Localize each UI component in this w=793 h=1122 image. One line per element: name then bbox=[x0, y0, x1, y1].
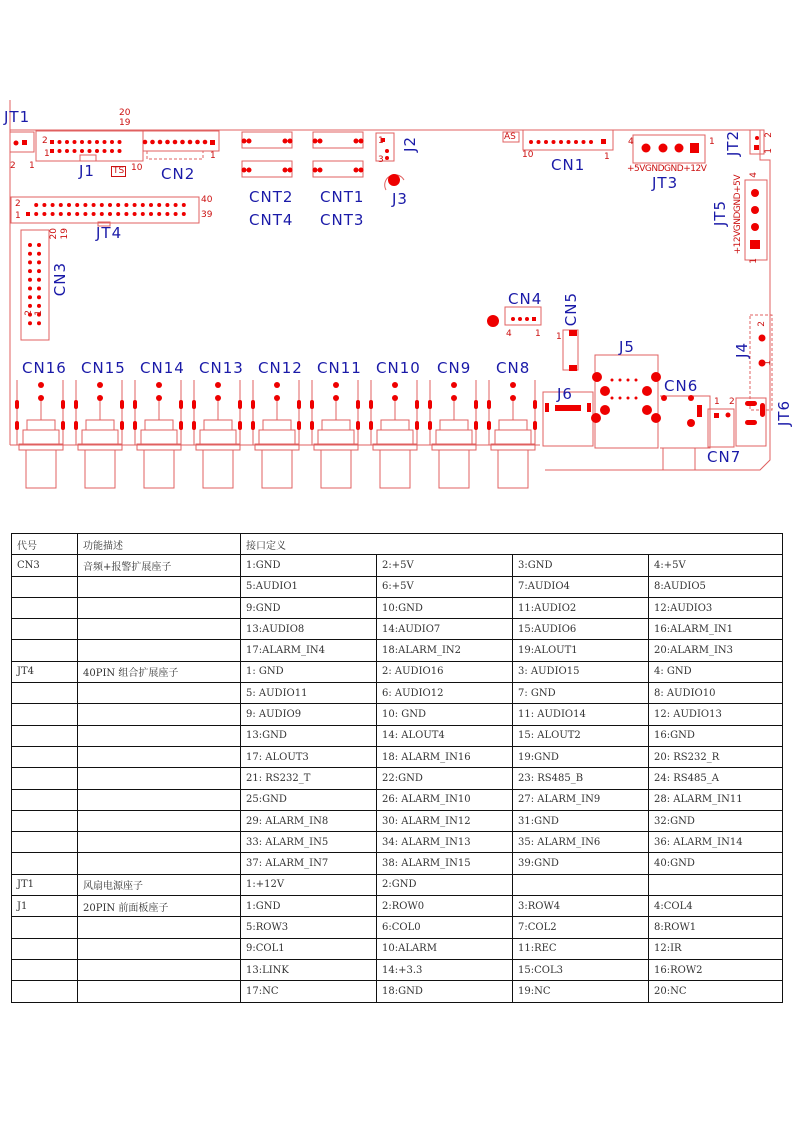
table-row bbox=[12, 619, 783, 640]
label-j5: J5 bbox=[619, 338, 635, 356]
cell-function bbox=[78, 640, 241, 661]
cell-pin: 4:COL4 bbox=[649, 896, 783, 917]
cell-code bbox=[12, 619, 78, 640]
table-row bbox=[12, 810, 783, 831]
cell-pin: 28: ALARM_IN11 bbox=[649, 789, 783, 810]
cell-pin: 15:COL3 bbox=[513, 959, 649, 980]
table-row bbox=[12, 661, 783, 682]
pin-mark: 10 bbox=[131, 163, 143, 173]
as-mark: AS bbox=[504, 132, 516, 142]
pin-mark: 1 bbox=[378, 136, 384, 146]
cell-pin: 4: GND bbox=[649, 661, 783, 682]
label-jt2: JT2 bbox=[724, 130, 742, 157]
cell-pin: 8: AUDIO10 bbox=[649, 683, 783, 704]
cell-pin bbox=[649, 874, 783, 895]
cell-pin: 5:ROW3 bbox=[241, 917, 377, 938]
pin-mark: 1 bbox=[604, 152, 610, 162]
cell-pin: 10:ALARM bbox=[377, 938, 513, 959]
cell-pin: 17:ALARM_IN4 bbox=[241, 640, 377, 661]
cell-pin: 15:AUDIO6 bbox=[513, 619, 649, 640]
cell-pin: 1: GND bbox=[241, 661, 377, 682]
cell-pin: 15: ALOUT2 bbox=[513, 725, 649, 746]
cell-pin: 1:GND bbox=[241, 896, 377, 917]
cell-code bbox=[12, 683, 78, 704]
cell-pin: 11:AUDIO2 bbox=[513, 597, 649, 618]
cell-pin: 9:GND bbox=[241, 597, 377, 618]
pin-mark: 4 bbox=[628, 137, 634, 147]
cell-pin: 18: ALARM_IN16 bbox=[377, 746, 513, 767]
pin-mark: 39 bbox=[201, 210, 213, 220]
cell-code bbox=[12, 640, 78, 661]
cell-pin: 33: ALARM_IN5 bbox=[241, 832, 377, 853]
cell-function bbox=[78, 768, 241, 789]
label-cnt1: CNT1 bbox=[320, 188, 365, 206]
table-row bbox=[12, 725, 783, 746]
pin-mark: 1 bbox=[210, 151, 216, 161]
cell-pin: 5:AUDIO1 bbox=[241, 576, 377, 597]
cell-pin: 39:GND bbox=[513, 853, 649, 874]
table-row bbox=[12, 746, 783, 767]
table-row bbox=[12, 704, 783, 725]
cell-code: JT4 bbox=[12, 661, 78, 682]
cell-pin: 7:COL2 bbox=[513, 917, 649, 938]
cell-function bbox=[78, 619, 241, 640]
pin-mark: 1 bbox=[556, 332, 562, 342]
table-row bbox=[12, 576, 783, 597]
pin-mark: 20 bbox=[119, 108, 131, 118]
cell-code bbox=[12, 576, 78, 597]
pin-mark: 1 bbox=[44, 149, 50, 159]
pcb-outline-graphic bbox=[0, 100, 793, 500]
label-cn11: CN11 bbox=[317, 359, 362, 377]
label-cn8: CN8 bbox=[496, 359, 531, 377]
label-jt6: JT6 bbox=[775, 400, 793, 427]
pin-mark: 1 bbox=[763, 360, 773, 366]
pin-mark: 4 bbox=[506, 329, 512, 339]
cell-pin: 7:AUDIO4 bbox=[513, 576, 649, 597]
cell-pin: 4:+5V bbox=[649, 555, 783, 576]
table-row bbox=[12, 832, 783, 853]
cell-pin: 13:AUDIO8 bbox=[241, 619, 377, 640]
cell-code: J1 bbox=[12, 896, 78, 917]
cell-pin: 2:+5V bbox=[377, 555, 513, 576]
label-cn6: CN6 bbox=[664, 377, 699, 395]
pin-mark: 1 bbox=[714, 397, 720, 407]
table-row bbox=[12, 555, 783, 576]
table-header-row bbox=[12, 534, 783, 555]
cell-pin: 10:GND bbox=[377, 597, 513, 618]
table-row bbox=[12, 981, 783, 1002]
cell-pin: 40:GND bbox=[649, 853, 783, 874]
cell-code bbox=[12, 704, 78, 725]
header-function: 功能描述 bbox=[78, 534, 241, 555]
pin-mark: 19 bbox=[119, 118, 131, 128]
pin-mark: 40 bbox=[201, 195, 213, 205]
cell-pin: 14:+3.3 bbox=[377, 959, 513, 980]
cell-pin: 10: GND bbox=[377, 704, 513, 725]
cell-code bbox=[12, 597, 78, 618]
cell-code bbox=[12, 959, 78, 980]
cell-pin: 37: ALARM_IN7 bbox=[241, 853, 377, 874]
jt5-pin-names: +12VGNDGND+5V bbox=[733, 175, 743, 255]
pin-mark: 2 bbox=[729, 397, 735, 407]
cell-pin: 14: ALOUT4 bbox=[377, 725, 513, 746]
cell-pin: 3: AUDIO15 bbox=[513, 661, 649, 682]
cell-function bbox=[78, 725, 241, 746]
cell-pin: 9:COL1 bbox=[241, 938, 377, 959]
cell-function bbox=[78, 704, 241, 725]
cell-code: JT1 bbox=[12, 874, 78, 895]
cell-pin: 8:ROW1 bbox=[649, 917, 783, 938]
cell-pin: 19:ALOUT1 bbox=[513, 640, 649, 661]
pin-mark: 1 bbox=[34, 310, 44, 316]
pin-mark: 2 bbox=[757, 321, 767, 327]
cell-pin: 1:+12V bbox=[241, 874, 377, 895]
cell-code bbox=[12, 746, 78, 767]
label-jt4: JT4 bbox=[96, 224, 123, 242]
cell-code bbox=[12, 789, 78, 810]
label-cn13: CN13 bbox=[199, 359, 244, 377]
pin-mark: 1 bbox=[764, 148, 774, 154]
label-cn14: CN14 bbox=[140, 359, 185, 377]
cell-pin: 5: AUDIO11 bbox=[241, 683, 377, 704]
pin-mark: 2 bbox=[764, 132, 774, 138]
cell-pin: 38: ALARM_IN15 bbox=[377, 853, 513, 874]
cell-function bbox=[78, 789, 241, 810]
cell-function: 音频+报警扩展座子 bbox=[78, 555, 241, 576]
cell-pin: 20:NC bbox=[649, 981, 783, 1002]
cell-pin: 12: AUDIO13 bbox=[649, 704, 783, 725]
label-jt3: JT3 bbox=[652, 174, 679, 192]
cell-pin: 29: ALARM_IN8 bbox=[241, 810, 377, 831]
table-row bbox=[12, 789, 783, 810]
cell-function bbox=[78, 746, 241, 767]
label-j6: J6 bbox=[557, 385, 573, 403]
label-cn16: CN16 bbox=[22, 359, 67, 377]
cell-pin: 18:ALARM_IN2 bbox=[377, 640, 513, 661]
cell-pin: 20:ALARM_IN3 bbox=[649, 640, 783, 661]
cell-code bbox=[12, 725, 78, 746]
cell-pin: 11:REC bbox=[513, 938, 649, 959]
cell-code bbox=[12, 810, 78, 831]
label-cn1: CN1 bbox=[551, 156, 586, 174]
cell-function: 20PIN 前面板座子 bbox=[78, 896, 241, 917]
label-cnt3: CNT3 bbox=[320, 211, 365, 229]
cell-pin: 17:NC bbox=[241, 981, 377, 1002]
header-interface: 接口定义 bbox=[241, 534, 783, 555]
cell-function bbox=[78, 917, 241, 938]
cell-code bbox=[12, 768, 78, 789]
cell-function bbox=[78, 597, 241, 618]
cell-pin: 16:GND bbox=[649, 725, 783, 746]
cell-function bbox=[78, 853, 241, 874]
cell-code: CN3 bbox=[12, 555, 78, 576]
cell-code bbox=[12, 832, 78, 853]
label-cn10: CN10 bbox=[376, 359, 421, 377]
label-cn3: CN3 bbox=[51, 262, 69, 297]
cell-pin: 17: ALOUT3 bbox=[241, 746, 377, 767]
pin-mark: 20 bbox=[49, 228, 59, 240]
table-row bbox=[12, 853, 783, 874]
pin-mark: 2 bbox=[10, 161, 16, 171]
pin-mark: 2 bbox=[24, 310, 34, 316]
label-jt5: JT5 bbox=[711, 200, 729, 227]
table-row bbox=[12, 597, 783, 618]
cell-pin: 25:GND bbox=[241, 789, 377, 810]
pin-mark: 19 bbox=[60, 228, 70, 240]
cell-function bbox=[78, 810, 241, 831]
cell-pin: 19:NC bbox=[513, 981, 649, 1002]
cell-pin: 3:GND bbox=[513, 555, 649, 576]
cell-pin: 8:AUDIO5 bbox=[649, 576, 783, 597]
cell-pin: 18:GND bbox=[377, 981, 513, 1002]
cell-pin: 7: GND bbox=[513, 683, 649, 704]
pin-mark: 3 bbox=[378, 155, 384, 165]
cell-pin: 6: AUDIO12 bbox=[377, 683, 513, 704]
header-code: 代号 bbox=[12, 534, 78, 555]
cell-pin: 30: ALARM_IN12 bbox=[377, 810, 513, 831]
table-row bbox=[12, 917, 783, 938]
cell-pin: 2:GND bbox=[377, 874, 513, 895]
cell-pin: 34: ALARM_IN13 bbox=[377, 832, 513, 853]
cell-function bbox=[78, 938, 241, 959]
table-row bbox=[12, 959, 783, 980]
cell-pin: 12:AUDIO3 bbox=[649, 597, 783, 618]
label-cn2: CN2 bbox=[161, 165, 196, 183]
label-cnt4: CNT4 bbox=[249, 211, 294, 229]
cell-pin: 26: ALARM_IN10 bbox=[377, 789, 513, 810]
cell-pin: 23: RS485_B bbox=[513, 768, 649, 789]
pin-definition-table bbox=[11, 533, 783, 1003]
label-j3: J3 bbox=[392, 190, 408, 208]
cell-pin: 22:GND bbox=[377, 768, 513, 789]
cell-code bbox=[12, 938, 78, 959]
cell-pin: 20: RS232_R bbox=[649, 746, 783, 767]
pin-mark: 1 bbox=[535, 329, 541, 339]
label-j1: J1 bbox=[79, 162, 95, 180]
table-row bbox=[12, 768, 783, 789]
pcb-layout-diagram bbox=[0, 100, 793, 500]
pin-mark: 2 bbox=[42, 136, 48, 146]
cell-pin: 19:GND bbox=[513, 746, 649, 767]
label-cnt2: CNT2 bbox=[249, 188, 294, 206]
cell-pin: 2:ROW0 bbox=[377, 896, 513, 917]
cell-pin: 36: ALARM_IN14 bbox=[649, 832, 783, 853]
cell-pin: 14:AUDIO7 bbox=[377, 619, 513, 640]
pin-mark: 2 bbox=[15, 199, 21, 209]
table-row bbox=[12, 640, 783, 661]
cell-pin: 6:+5V bbox=[377, 576, 513, 597]
cell-function bbox=[78, 683, 241, 704]
table-row bbox=[12, 874, 783, 895]
cell-pin: 21: RS232_T bbox=[241, 768, 377, 789]
label-cn9: CN9 bbox=[437, 359, 472, 377]
pin-mark: 4 bbox=[749, 172, 759, 178]
jt3-pin-names: +5VGNDGND+12V bbox=[627, 164, 707, 174]
cell-pin: 1:GND bbox=[241, 555, 377, 576]
label-j2: J2 bbox=[401, 136, 419, 152]
label-cn5: CN5 bbox=[562, 292, 580, 327]
label-cn7: CN7 bbox=[707, 448, 742, 466]
cell-pin: 24: RS485_A bbox=[649, 768, 783, 789]
cell-pin: 27: ALARM_IN9 bbox=[513, 789, 649, 810]
cell-pin: 11: AUDIO14 bbox=[513, 704, 649, 725]
cell-pin: 13:GND bbox=[241, 725, 377, 746]
cell-pin: 3:ROW4 bbox=[513, 896, 649, 917]
cell-function bbox=[78, 576, 241, 597]
table-row bbox=[12, 938, 783, 959]
table-row bbox=[12, 896, 783, 917]
cell-pin: 13:LINK bbox=[241, 959, 377, 980]
cell-code bbox=[12, 981, 78, 1002]
cell-pin: 35: ALARM_IN6 bbox=[513, 832, 649, 853]
cell-function: 风扇电源座子 bbox=[78, 874, 241, 895]
label-jt1: JT1 bbox=[4, 108, 31, 126]
cell-function bbox=[78, 832, 241, 853]
cell-pin: 6:COL0 bbox=[377, 917, 513, 938]
cell-pin: 31:GND bbox=[513, 810, 649, 831]
cell-function bbox=[78, 981, 241, 1002]
pin-mark: 10 bbox=[522, 150, 534, 160]
cell-pin: 12:IR bbox=[649, 938, 783, 959]
cell-pin: 32:GND bbox=[649, 810, 783, 831]
cell-function: 40PIN 组合扩展座子 bbox=[78, 661, 241, 682]
label-cn15: CN15 bbox=[81, 359, 126, 377]
table-row bbox=[12, 683, 783, 704]
ts-mark: TS bbox=[113, 166, 125, 176]
cell-pin: 2: AUDIO16 bbox=[377, 661, 513, 682]
cell-code bbox=[12, 917, 78, 938]
cell-code bbox=[12, 853, 78, 874]
pin-mark: 1 bbox=[749, 258, 759, 264]
label-cn4: CN4 bbox=[508, 290, 543, 308]
pin-mark: 1 bbox=[709, 137, 715, 147]
cell-pin: 16:ROW2 bbox=[649, 959, 783, 980]
pin-mark: 1 bbox=[29, 161, 35, 171]
cell-pin: 16:ALARM_IN1 bbox=[649, 619, 783, 640]
cell-function bbox=[78, 959, 241, 980]
pin-mark: 1 bbox=[15, 211, 21, 221]
label-j4: J4 bbox=[733, 342, 751, 358]
label-cn12: CN12 bbox=[258, 359, 303, 377]
cell-pin: 9: AUDIO9 bbox=[241, 704, 377, 725]
cell-pin bbox=[513, 874, 649, 895]
